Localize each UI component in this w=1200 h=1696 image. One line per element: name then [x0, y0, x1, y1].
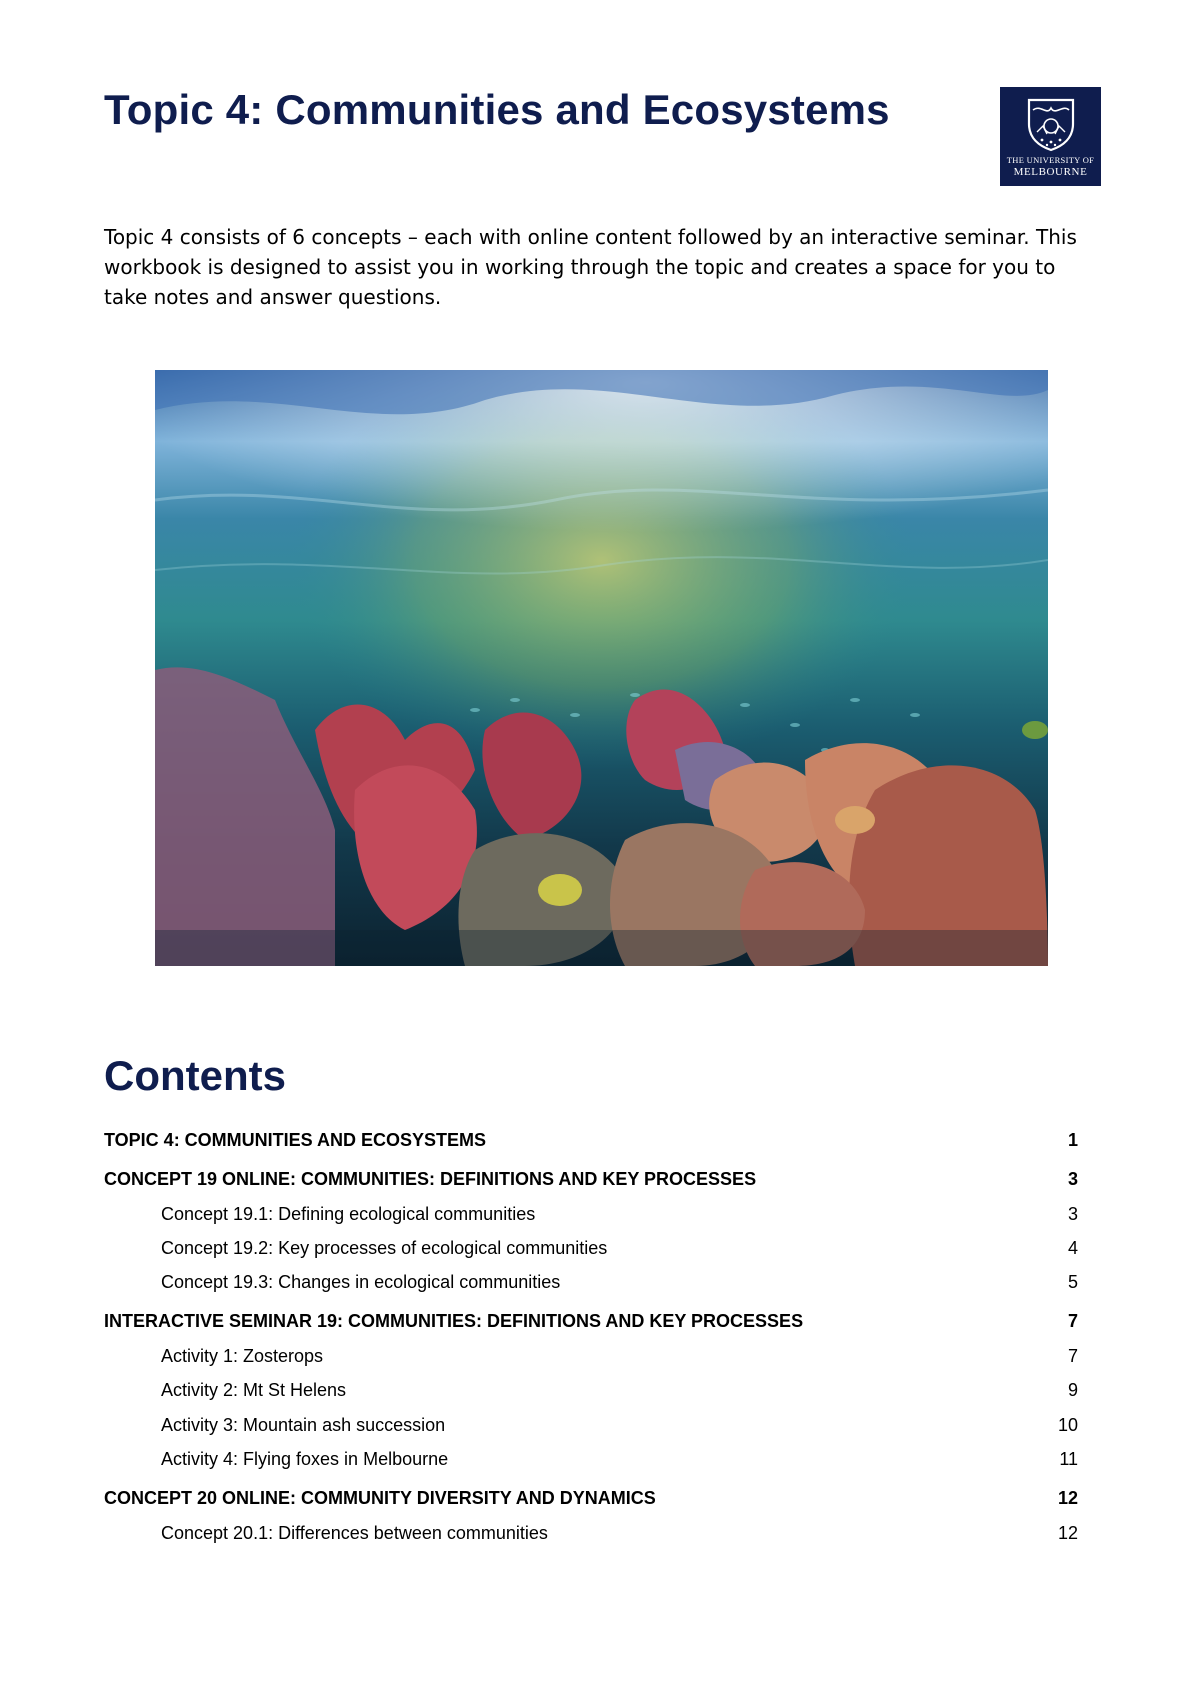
toc-entry-page: 4	[1067, 1238, 1078, 1258]
toc-entry-label: Concept 19.3: Changes in ecological communities	[161, 1272, 561, 1292]
toc-entry-label: Concept 20.1: Differences between communities	[161, 1523, 548, 1543]
toc-entry-label: Activity 2: Mt St Helens	[161, 1380, 347, 1400]
toc-entry-page: 3	[1067, 1204, 1078, 1224]
toc-entry-page: 9	[1067, 1380, 1078, 1400]
toc-entry-page: 1	[1067, 1130, 1078, 1150]
toc-entry-label: Activity 1: Zosterops	[161, 1346, 324, 1366]
toc-entry-page: 7	[1067, 1346, 1078, 1366]
toc-entry[interactable]	[104, 1488, 1078, 1509]
toc-entry-page: 5	[1067, 1272, 1078, 1292]
toc-entry-label: TOPIC 4: COMMUNITIES AND ECOSYSTEMS	[104, 1130, 487, 1150]
toc-entry[interactable]	[104, 1130, 1078, 1151]
toc-entry-page: 12	[1057, 1523, 1078, 1543]
toc-entry-label: Activity 3: Mountain ash succession	[161, 1415, 446, 1435]
toc-entry-page: 10	[1057, 1415, 1078, 1435]
toc-entry-label: Activity 4: Flying foxes in Melbourne	[161, 1449, 449, 1469]
toc-entry-page: 11	[1059, 1449, 1078, 1469]
toc-entry-page: 12	[1057, 1488, 1078, 1508]
toc-entry[interactable]	[104, 1415, 1078, 1436]
toc-entry[interactable]	[104, 1272, 1078, 1293]
intro-paragraph: Topic 4 consists of 6 concepts – each with online content followed by an interactive seminar. This workbook is designed to assist you in working through the topic and creates a space for you to take notes and answer questions.	[104, 225, 1077, 309]
toc-entry[interactable]	[104, 1449, 1078, 1470]
toc-entry-page: 3	[1067, 1169, 1078, 1189]
toc-entry[interactable]	[104, 1204, 1078, 1225]
toc-entry[interactable]	[104, 1380, 1078, 1401]
toc-entry-label: Concept 19.2: Key processes of ecological communities	[161, 1238, 608, 1258]
toc-entry[interactable]	[104, 1311, 1078, 1332]
contents-heading: Contents	[104, 1052, 286, 1099]
coral-reef-photo	[155, 370, 1048, 966]
toc-entry-label: CONCEPT 20 ONLINE: COMMUNITY DIVERSITY AND DYNAMICS	[104, 1488, 656, 1508]
logo-text-line1: THE UNIVERSITY OF	[1006, 155, 1095, 165]
page-title: Topic 4: Communities and Ecosystems	[104, 86, 890, 133]
toc-entry-label: Concept 19.1: Defining ecological communities	[161, 1204, 536, 1224]
logo-text-line2: MELBOURNE	[1013, 166, 1088, 178]
toc-entry-page: 7	[1067, 1311, 1078, 1331]
toc-entry[interactable]	[104, 1169, 1078, 1190]
toc-entry-label: CONCEPT 19 ONLINE: COMMUNITIES: DEFINITIONS AND KEY PROCESSES	[104, 1169, 757, 1189]
toc-entry[interactable]	[104, 1523, 1078, 1544]
toc-entry[interactable]	[104, 1346, 1078, 1367]
crest-icon	[1023, 96, 1079, 152]
toc-entry[interactable]	[104, 1238, 1078, 1259]
university-logo	[1000, 87, 1101, 186]
toc-entry-label: INTERACTIVE SEMINAR 19: COMMUNITIES: DEFINITIONS AND KEY PROCESSES	[104, 1311, 804, 1331]
